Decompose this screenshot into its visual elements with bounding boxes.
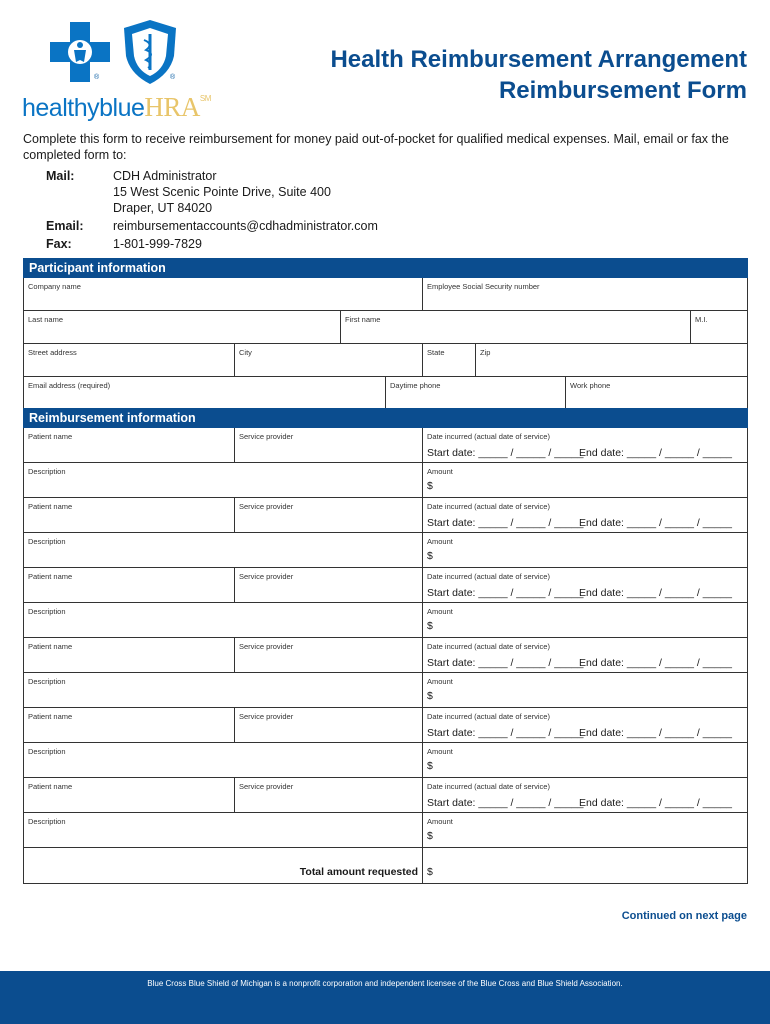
amount-field[interactable]: Amount $: [427, 467, 453, 492]
expense-entry-row: [24, 708, 747, 743]
expense-entry-row: [24, 778, 747, 813]
amount-field[interactable]: Amount $: [427, 747, 453, 772]
patient-name-field[interactable]: Patient name: [24, 708, 235, 742]
start-date-field[interactable]: Start date: _____ / _____ / _____: [427, 657, 584, 669]
patient-name-field[interactable]: Patient name: [24, 778, 235, 812]
patient-name-field[interactable]: Patient name: [24, 428, 235, 462]
end-date-field[interactable]: End date: _____ / _____ / _____: [579, 587, 732, 599]
zip-field[interactable]: Zip: [480, 348, 491, 357]
contact-block: [46, 168, 378, 252]
total-label-cell: [24, 848, 423, 883]
description-field[interactable]: Description: [24, 673, 423, 707]
street-address-field[interactable]: Street address: [24, 344, 235, 376]
total-dollar-sign: $: [427, 866, 433, 878]
end-date-field[interactable]: End date: _____ / _____ / _____: [579, 657, 732, 669]
dollar-sign: $: [427, 690, 433, 702]
start-date-field[interactable]: Start date: _____ / _____ / _____: [427, 587, 584, 599]
dollar-sign: $: [427, 550, 433, 562]
continued-note: Continued on next page: [621, 910, 747, 922]
expense-entry-row: [24, 813, 747, 848]
mi-field[interactable]: M.I.: [695, 315, 708, 324]
last-name-field[interactable]: Last name: [24, 311, 341, 343]
expense-entry-row: [24, 638, 747, 673]
expense-entry-row: [24, 428, 747, 463]
registered-mark: ®: [170, 74, 176, 81]
service-provider-field[interactable]: Service provider: [235, 498, 423, 532]
date-incurred-field[interactable]: Date incurred (actual date of service) Start date: _____ / _____ / _____ End date: _____ / _____ / _____: [427, 502, 732, 529]
date-incurred-field[interactable]: Date incurred (actual date of service) Start date: _____ / _____ / _____ End date: _____ / _____ / _____: [427, 642, 732, 669]
service-provider-field[interactable]: Service provider: [235, 428, 423, 462]
participant-section-header: Participant information: [23, 258, 748, 278]
email-value[interactable]: reimbursementaccounts@cdhadministrator.com: [113, 219, 378, 233]
amount-field[interactable]: Amount $: [427, 607, 453, 632]
service-provider-field[interactable]: Service provider: [235, 778, 423, 812]
start-date-field[interactable]: Start date: _____ / _____ / _____: [427, 727, 584, 739]
reimbursement-section-header: Reimbursement information: [23, 408, 748, 428]
end-date-field[interactable]: End date: _____ / _____ / _____: [579, 517, 732, 529]
description-field[interactable]: Description: [24, 463, 423, 497]
patient-name-field[interactable]: Patient name: [24, 498, 235, 532]
expense-entry-row: [24, 673, 747, 708]
mail-line3: Draper, UT 84020: [113, 201, 213, 215]
description-field[interactable]: Description: [24, 813, 423, 847]
healthyblue-hra-brand: healthyblueHRA℠: [22, 92, 211, 122]
description-field[interactable]: Description: [24, 743, 423, 777]
participant-grid: [23, 278, 748, 410]
expense-entry-row: [24, 743, 747, 778]
total-amount-field[interactable]: [423, 848, 747, 883]
logo-area: [22, 18, 222, 123]
mail-label: Mail:: [46, 169, 75, 183]
expense-entry-row: [24, 568, 747, 603]
registered-mark: ®: [94, 74, 100, 81]
reimbursement-grid: [23, 428, 748, 884]
amount-field[interactable]: Amount $: [427, 817, 453, 842]
start-date-field[interactable]: Start date: _____ / _____ / _____: [427, 797, 584, 809]
end-date-field[interactable]: End date: _____ / _____ / _____: [579, 797, 732, 809]
start-date-field[interactable]: Start date: _____ / _____ / _____: [427, 517, 584, 529]
city-field[interactable]: City: [235, 344, 423, 376]
expense-entry-row: [24, 463, 747, 498]
expense-entry-row: [24, 603, 747, 638]
email-address-field[interactable]: Email address (required): [24, 377, 386, 409]
dollar-sign: $: [427, 480, 433, 492]
end-date-field[interactable]: End date: _____ / _____ / _____: [579, 447, 732, 459]
amount-field[interactable]: Amount $: [427, 677, 453, 702]
description-field[interactable]: Description: [24, 603, 423, 637]
page-title: Health Reimbursement Arrangement Reimbursement Form: [330, 46, 747, 104]
email-label: Email:: [46, 219, 84, 233]
ssn-field[interactable]: Employee Social Security number: [427, 282, 540, 291]
service-provider-field[interactable]: Service provider: [235, 638, 423, 672]
mail-line2: 15 West Scenic Pointe Drive, Suite 400: [113, 185, 331, 199]
date-incurred-field[interactable]: Date incurred (actual date of service) Start date: _____ / _____ / _____ End date: _____ / _____ / _____: [427, 572, 732, 599]
work-phone-field[interactable]: Work phone: [570, 381, 611, 390]
fax-value: 1-801-999-7829: [113, 237, 202, 251]
company-name-field[interactable]: Company name: [24, 278, 423, 310]
fax-label: Fax:: [46, 237, 72, 251]
date-incurred-field[interactable]: Date incurred (actual date of service) Start date: _____ / _____ / _____ End date: _____ / _____ / _____: [427, 782, 732, 809]
service-provider-field[interactable]: Service provider: [235, 708, 423, 742]
end-date-field[interactable]: End date: _____ / _____ / _____: [579, 727, 732, 739]
amount-field[interactable]: Amount $: [427, 537, 453, 562]
blue-cross-logo-icon: [48, 20, 112, 84]
expense-entry-row: [24, 533, 747, 568]
date-incurred-field[interactable]: Date incurred (actual date of service) Start date: _____ / _____ / _____ End date: _____ / _____ / _____: [427, 432, 732, 459]
description-field[interactable]: Description: [24, 533, 423, 567]
dollar-sign: $: [427, 830, 433, 842]
dollar-sign: $: [427, 620, 433, 632]
start-date-field[interactable]: Start date: _____ / _____ / _____: [427, 447, 584, 459]
service-provider-field[interactable]: Service provider: [235, 568, 423, 602]
mail-line1: CDH Administrator: [113, 169, 217, 183]
state-field[interactable]: State: [423, 344, 476, 376]
patient-name-field[interactable]: Patient name: [24, 638, 235, 672]
footer-disclaimer: Blue Cross Blue Shield of Michigan is a nonprofit corporation and independent licensee of the Blue Cross and Blue Shield Association.: [0, 971, 770, 1024]
date-incurred-field[interactable]: Date incurred (actual date of service) Start date: _____ / _____ / _____ End date: _____ / _____ / _____: [427, 712, 732, 739]
first-name-field[interactable]: First name: [341, 311, 691, 343]
intro-text: Complete this form to receive reimbursement for money paid out-of-pocket for qualified medical expenses. Mail, email or fax the completed form to:: [23, 132, 729, 162]
patient-name-field[interactable]: Patient name: [24, 568, 235, 602]
total-amount-label: Total amount requested: [299, 866, 418, 878]
daytime-phone-field[interactable]: Daytime phone: [386, 377, 566, 409]
total-row: [24, 848, 747, 884]
expense-entry-row: [24, 498, 747, 533]
dollar-sign: $: [427, 760, 433, 772]
